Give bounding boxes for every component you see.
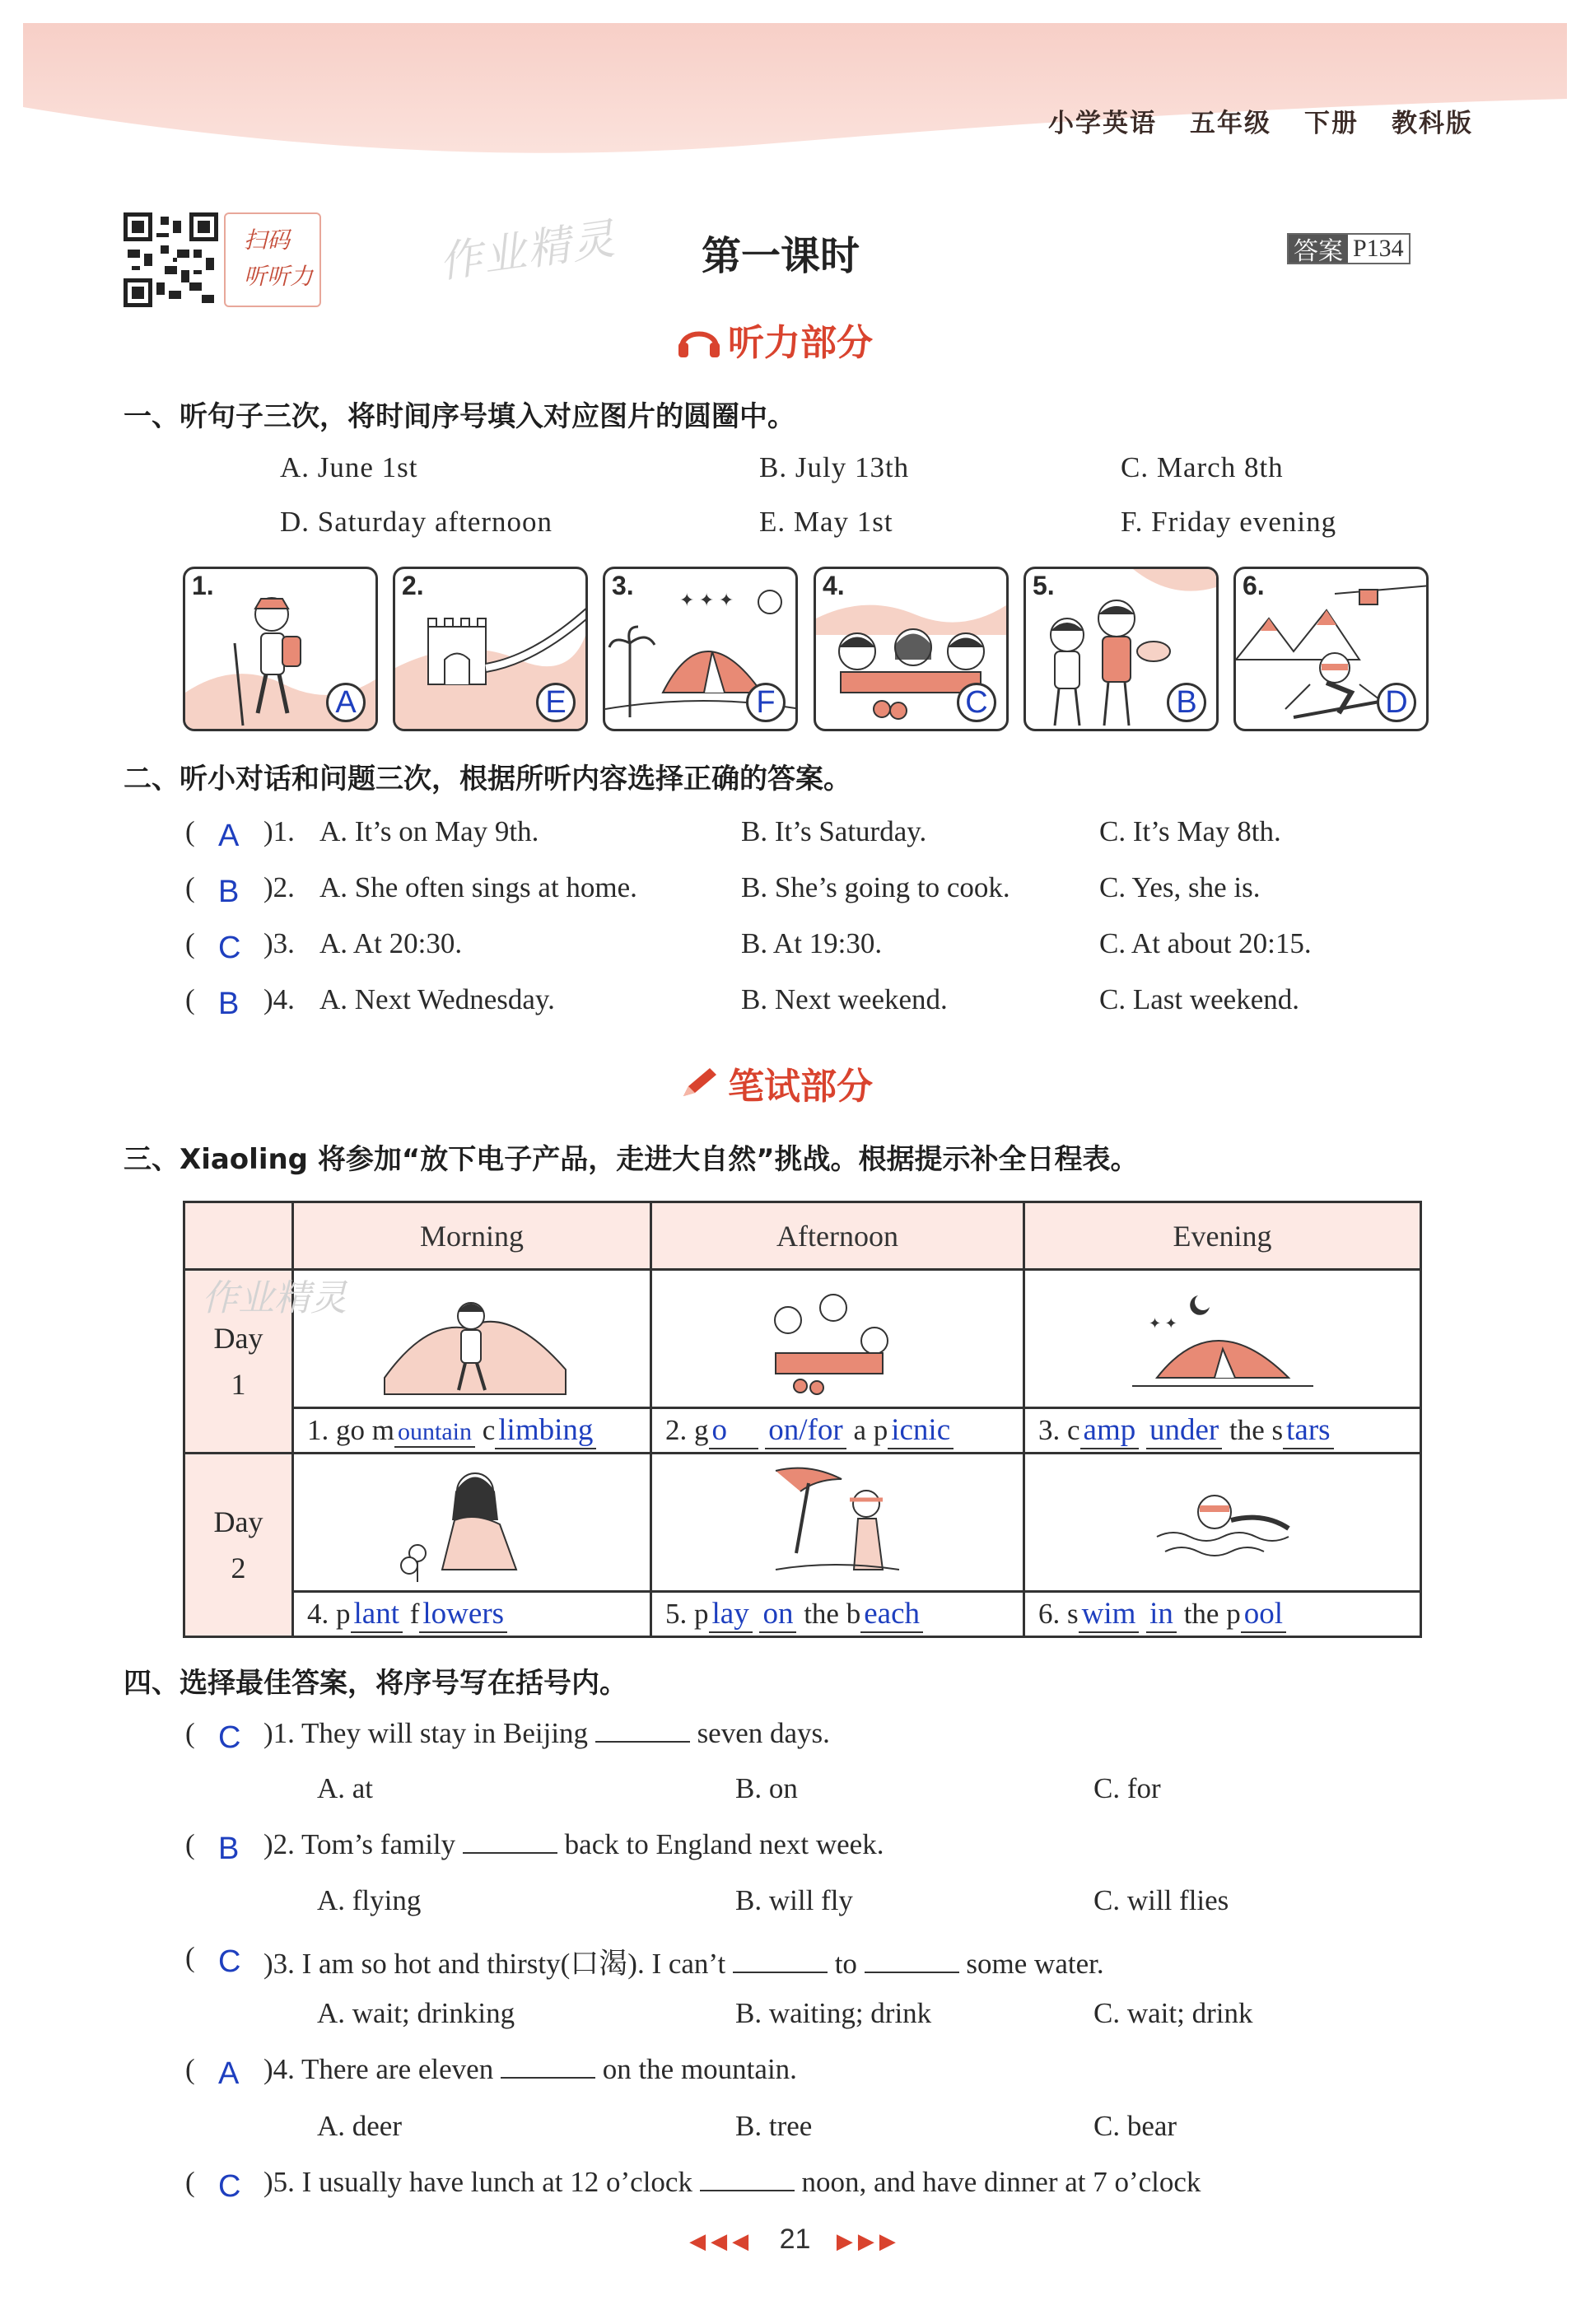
fill-answer[interactable]: ool [1241, 1596, 1286, 1633]
book-title [1048, 102, 1473, 139]
question-sentence [263, 1941, 1104, 1982]
answer-blank[interactable] [865, 1948, 959, 1973]
answer-blank[interactable] [501, 2054, 595, 2079]
choice-a: A. flying [317, 1884, 422, 1916]
choice-a: A. She often sings at home. [319, 871, 637, 903]
choice-c: C. for [1093, 1772, 1161, 1804]
q2-heading: 二、听小对话和问题三次，根据所听内容选择正确的答案。 [124, 763, 851, 796]
day-word: Day [213, 1322, 263, 1355]
choice-b: B. tree [735, 2110, 813, 2142]
q4-item-2 [185, 1828, 1470, 1864]
q1-picture-2 [393, 567, 588, 731]
day2-morning-activity [293, 1592, 651, 1637]
day-number: 2 [231, 1552, 246, 1584]
q4-item-3 [185, 1941, 1470, 1980]
q1-picture-3 [603, 567, 798, 731]
fill-prefix: c [482, 1413, 496, 1446]
fill-prefix: a p [853, 1413, 888, 1446]
qr-code-icon[interactable] [124, 212, 218, 307]
q1-option-c: C. March 8th [1121, 451, 1284, 483]
answer-blank[interactable] [463, 1829, 557, 1854]
fill-prefix: the s [1229, 1413, 1284, 1446]
picture-answer-circle[interactable]: D [1377, 683, 1416, 722]
q2-item-3 [185, 927, 1420, 964]
listening-banner [677, 313, 873, 366]
picture-number: 1. [192, 571, 214, 600]
question-sentence [263, 2053, 797, 2086]
fill-number: 6. [1038, 1597, 1061, 1630]
q3-heading: 三、Xiaoling 将参加“放下电子产品，走进大自然”挑战。根据提示补全日程表。 [124, 1143, 1139, 1176]
q4-item-5 [185, 2166, 1470, 2202]
col-morning: Morning [293, 1202, 651, 1270]
headphones-icon [677, 320, 721, 359]
answer-page: P134 [1348, 235, 1409, 263]
sentence-part: back to England next week. [564, 1828, 884, 1860]
choice-c: C. It’s May 8th. [1099, 815, 1281, 847]
fill-answer[interactable]: in [1146, 1596, 1177, 1633]
choice-c: C. wait; drink [1093, 1997, 1253, 2029]
fill-prefix: go m [336, 1413, 394, 1446]
choice-a: A. At 20:30. [319, 927, 463, 959]
book-subject: 小学英语 [1048, 109, 1157, 138]
question-sentence [263, 2166, 1201, 2199]
fill-answer[interactable]: lay [709, 1596, 753, 1633]
fill-prefix: f [409, 1597, 420, 1630]
question-sentence [263, 1717, 830, 1750]
picture-answer-circle[interactable]: E [536, 683, 576, 722]
page-footer [0, 2224, 1590, 2256]
day1-evening-image [1024, 1270, 1421, 1408]
sentence-part: I am so hot and thirsty(口渴). I can’t [301, 1948, 726, 1980]
q4-item-1-choices [185, 1772, 1470, 1808]
sentence-part: I usually have lunch at 12 o’clock [301, 2166, 692, 2198]
camping-tent-icon [1025, 1271, 1412, 1402]
day1-morning-activity [293, 1408, 651, 1454]
q4-item-2-choices [185, 1884, 1470, 1920]
q1-heading: 一、听句子三次，将时间序号填入对应图片的圆圈中。 [124, 400, 795, 433]
day1-morning-image [293, 1270, 651, 1408]
swimming-icon [1025, 1454, 1412, 1586]
choice-a: A. at [317, 1772, 374, 1804]
q2-item-4 [185, 983, 1420, 1020]
item-number: )1. [263, 1717, 295, 1749]
answer-mark[interactable]: C [218, 931, 241, 965]
picture-answer-circle[interactable]: B [1167, 683, 1206, 722]
picture-answer-circle[interactable]: A [326, 683, 366, 722]
answer-mark[interactable]: C [218, 2169, 241, 2204]
choice-c: C. bear [1093, 2110, 1177, 2142]
answer-mark[interactable]: B [218, 987, 240, 1021]
q1-picture-6 [1233, 567, 1429, 731]
answer-mark[interactable]: A [218, 2056, 240, 2091]
table-watermark: 作业精灵 [202, 1277, 347, 1319]
fill-answer[interactable]: lant [351, 1596, 403, 1633]
col-afternoon: Afternoon [651, 1202, 1024, 1270]
fill-prefix: g [694, 1413, 709, 1446]
schedule-table [183, 1201, 1422, 1638]
day2-morning-image [293, 1454, 651, 1592]
q2-item-1 [185, 815, 1420, 852]
q1-picture-4 [814, 567, 1009, 731]
q4-item-3-choices [185, 1997, 1470, 2033]
choice-a: A. It’s on May 9th. [319, 815, 539, 847]
scan-line2: 听听力 [244, 263, 314, 290]
book-volume: 下册 [1304, 109, 1359, 138]
fill-answer[interactable]: on/for [765, 1412, 846, 1449]
answer-mark[interactable]: B [218, 875, 240, 909]
choice-c: C. Last weekend. [1099, 983, 1299, 1015]
fill-number: 2. [665, 1413, 688, 1446]
choice-a: A. Next Wednesday. [319, 983, 555, 1015]
q4-item-1 [185, 1717, 1470, 1753]
item-number: )4. [263, 983, 295, 1015]
col-evening: Evening [1024, 1202, 1421, 1270]
book-grade: 五年级 [1190, 109, 1271, 138]
item-number: )3. [263, 927, 295, 959]
picture-number: 6. [1243, 571, 1265, 600]
fill-answer[interactable]: ountain [394, 1418, 475, 1448]
paren-open: ( [185, 2166, 195, 2198]
q1-picture-5 [1023, 567, 1219, 731]
picture-number: 5. [1033, 571, 1055, 600]
pencil-icon [677, 1063, 721, 1103]
picture-answer-circle[interactable]: F [746, 683, 786, 722]
paren-open: ( [185, 983, 195, 1015]
fill-prefix: p [336, 1597, 351, 1630]
q4-heading: 四、选择最佳答案，将序号写在括号内。 [124, 1667, 627, 1700]
fill-answer[interactable]: under [1146, 1412, 1222, 1449]
fill-number: 1. [307, 1413, 329, 1446]
answer-blank[interactable] [733, 1948, 828, 1973]
choice-c: C. will flies [1093, 1884, 1229, 1916]
q1-option-e: E. May 1st [759, 506, 893, 538]
beach-icon [652, 1454, 1023, 1586]
next-arrows-icon: ▶▶▶ [836, 2228, 901, 2253]
sentence-part: noon, and have dinner at 7 o’clock [801, 2166, 1201, 2198]
paren-open: ( [185, 1717, 195, 1749]
fill-answer[interactable]: on [759, 1596, 796, 1633]
sentence-part: There are eleven [301, 2053, 494, 2085]
fill-number: 5. [665, 1597, 688, 1630]
day2-evening-image [1024, 1454, 1421, 1592]
answer-mark[interactable]: C [218, 1944, 241, 1979]
item-number: )2. [263, 1828, 295, 1860]
picture-answer-circle[interactable]: C [957, 683, 996, 722]
question-sentence [263, 1828, 884, 1861]
day1-afternoon-image [651, 1270, 1024, 1408]
fill-prefix: c [1067, 1413, 1080, 1446]
fill-answer[interactable]: amp [1080, 1412, 1140, 1449]
day1-evening-activity [1024, 1408, 1421, 1454]
answer-mark[interactable]: B [218, 1832, 240, 1866]
q4-item-4 [185, 2053, 1470, 2089]
sentence-part: some water. [966, 1948, 1104, 1980]
planting-flowers-icon [294, 1454, 650, 1586]
choice-b: B. It’s Saturday. [741, 815, 927, 847]
fill-answer[interactable]: icnic [888, 1412, 954, 1449]
picture-number: 2. [402, 571, 424, 600]
sentence-part: Tom’s family [301, 1828, 456, 1860]
svg-text:✦ ✦: ✦ ✦ [1149, 1315, 1177, 1332]
picture-number: 4. [823, 571, 845, 600]
sentence-part: to [834, 1948, 857, 1980]
sentence-part: seven days. [697, 1717, 830, 1749]
paren-open: ( [185, 927, 195, 959]
fill-answer[interactable]: each [860, 1596, 923, 1633]
choice-b: B. on [735, 1772, 798, 1804]
answer-tag[interactable] [1287, 233, 1410, 264]
q1-option-a: A. June 1st [280, 451, 418, 483]
fill-answer[interactable]: o [709, 1412, 758, 1449]
paren-open: ( [185, 1828, 195, 1860]
paren-open: ( [185, 871, 195, 903]
picnic-scene-icon [652, 1271, 1023, 1402]
q4-item-4-choices [185, 2110, 1470, 2146]
watermark-logo: 作业精灵 [436, 214, 619, 288]
day2-evening-activity [1024, 1592, 1421, 1637]
item-number: )1. [263, 815, 295, 847]
lesson-title: 第一课时 [702, 233, 860, 279]
choice-b: B. She’s going to cook. [741, 871, 1010, 903]
fill-prefix: the p [1183, 1597, 1241, 1630]
choice-a: A. deer [317, 2110, 403, 2142]
prev-arrows-icon: ◀◀◀ [689, 2228, 754, 2253]
fill-answer[interactable]: wim [1079, 1596, 1140, 1633]
book-edition: 教科版 [1392, 109, 1473, 138]
item-number: )5. [263, 2166, 295, 2198]
choice-a: A. wait; drinking [317, 1997, 515, 2029]
day-number: 1 [231, 1368, 246, 1401]
fill-prefix: p [694, 1597, 709, 1630]
scan-listen-label [224, 212, 321, 307]
sentence-part: on the mountain. [602, 2053, 797, 2085]
item-number: )2. [263, 871, 295, 903]
day2-afternoon-activity [651, 1592, 1024, 1637]
writing-banner [677, 1057, 873, 1109]
item-number: )4. [263, 2053, 295, 2085]
item-number: )3. [263, 1948, 295, 1980]
answer-mark[interactable]: A [218, 819, 240, 853]
page-number: 21 [779, 2224, 811, 2255]
choice-c: C. At about 20:15. [1099, 927, 1312, 959]
picture-number: 3. [612, 571, 634, 600]
paren-open: ( [185, 2053, 195, 2085]
day2-afternoon-image [651, 1454, 1024, 1592]
choice-c: C. Yes, she is. [1099, 871, 1261, 903]
listening-banner-text: 听力部分 [728, 322, 873, 364]
answer-mark[interactable]: C [218, 1720, 241, 1755]
fill-number: 3. [1038, 1413, 1061, 1446]
day-word: Day [213, 1505, 263, 1538]
q2-item-2 [185, 871, 1420, 908]
scan-line1: 扫码 [244, 226, 291, 254]
table-corner [184, 1202, 293, 1270]
choice-b: B. will fly [735, 1884, 853, 1916]
answer-blank[interactable] [595, 1718, 690, 1743]
q1-option-b: B. July 13th [759, 451, 910, 483]
q1-option-f: F. Friday evening [1121, 506, 1337, 538]
day1-afternoon-activity [651, 1408, 1024, 1454]
fill-prefix: s [1067, 1597, 1079, 1630]
answer-blank[interactable] [700, 2167, 795, 2191]
answer-label: 答案 [1289, 235, 1348, 263]
q1-picture-1 [183, 567, 378, 731]
fill-answer[interactable]: limbing [495, 1412, 596, 1449]
svg-text:✦ ✦ ✦: ✦ ✦ ✦ [679, 590, 734, 610]
writing-banner-text: 笔试部分 [728, 1066, 873, 1108]
choice-b: B. waiting; drink [735, 1997, 932, 2029]
choice-b: B. At 19:30. [741, 927, 883, 959]
paren-open: ( [185, 815, 195, 847]
fill-number: 4. [307, 1597, 329, 1630]
fill-answer[interactable]: lowers [419, 1596, 507, 1633]
fill-answer[interactable]: tars [1283, 1412, 1333, 1449]
q1-option-d: D. Saturday afternoon [280, 506, 553, 538]
choice-b: B. Next weekend. [741, 983, 948, 1015]
mountain-climbing-icon [294, 1271, 650, 1402]
day-1-label [184, 1270, 347, 1454]
sentence-part: They will stay in Beijing [301, 1717, 589, 1749]
paren-open: ( [185, 1941, 195, 1973]
fill-prefix: the b [804, 1597, 861, 1630]
day-2-label [184, 1454, 293, 1637]
